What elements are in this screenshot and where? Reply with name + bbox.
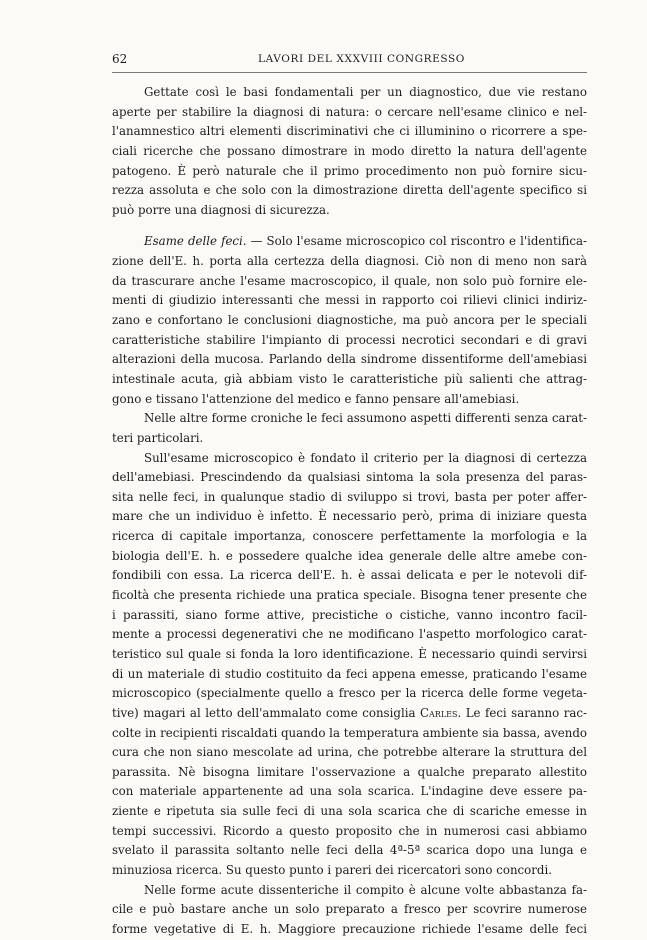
text-line: dell'amebiasi. Prescindendo da qualsiasi sintoma la sola presenza del paras- [112,470,587,485]
paragraph-esame-delle-feci [112,232,587,409]
text-line: tempi successivi. Ricordo a questo proposito che in numerosi casi abbiamo [112,823,587,838]
text-line: ziente e ripetuta sia sulle feci di una sola scarica che di scariche emesse in [112,804,587,819]
text-line [112,232,587,252]
text-line: fondibili con essa. La ricerca dell'E. h. è assai delicata e per le notevoli dif- [112,568,587,583]
text-line: teristico sul quale si fonda la loro identificazione. È necessario quindi servirsi [112,646,587,661]
paragraph [112,449,587,704]
text-line: parassita. Nè bisogna limitare l'osservazione a qualche preparato allestito [112,764,587,779]
text-line: l'anamnestico altri elementi discriminativi che ci illuminino o ricorrere a spe- [112,124,587,139]
text-line: mente a processi degenerativi che ne modificano l'aspetto morfologico carat- [112,627,587,642]
text-line: cile e può bastare anche un solo preparato a fresco per scovrire numerose [112,902,587,917]
paragraph [112,881,587,940]
running-title: LAVORI DEL XXXVIII CONGRESSO [258,53,466,65]
text-line: cura che non siano mescolate ad urina, che potrebbe alterare la struttura del [112,745,587,760]
page-header [112,52,587,68]
paragraph [112,409,587,448]
text-line: svelato il parassita soltanto nelle feci della 4ª-5ª scarica dopo una lunga e [112,843,587,858]
section-heading: Esame delle feci. [144,234,247,249]
text-line: zano e confortano le conclusioni diagnostiche, ma può ancora per le speciali [112,313,587,328]
paragraph-continuation [112,704,587,881]
text-line: aperte per stabilire la diagnosi di natura: o cercare nell'esame clinico e nel- [112,104,587,119]
text-line: Nelle forme acute dissenteriche il compito è alcune volte abbastanza fa- [144,882,587,897]
text-line: ficoltà che presenta richiede una pratica speciale. Bisogna tener presente che [112,588,587,603]
text-line: con materiale appartenente ad una sola scarica. L'indagine deve essere pa- [112,784,587,799]
text-line: zione dell'E. h. porta alla certezza della diagnosi. Ciò non di meno non sarà [112,254,587,269]
author-name: Carles [420,705,458,720]
text-line: biologia dell'E. h. e possedere qualche idea generale delle altre amebe con- [112,548,587,563]
text-line: minuziosa ricerca. Su questo punto i pareri dei ricercatori sono concordi. [112,862,552,877]
text-line: alterazioni della mucosa. Parlando della sindrome dissentiforme dell'amebiasi [112,352,587,367]
text-line: rezza assoluta e che solo con la dimostrazione diretta dell'agente specifico si [112,183,587,198]
paragraph [112,83,587,220]
text-line: gono e tissano l'attenzione del medico e fanno pensare all'amebiasi. [112,391,520,406]
text-line: Gettate così le basi fondamentali per un diagnostico, due vie restano [144,85,587,99]
text-line: i parassiti, siano forme attive, precistiche o cistiche, vanno incontro facil- [112,607,587,622]
text-run: — Solo l'esame microscopico col riscontro e l'identifica- [246,234,587,249]
text-line: intestinale acuta, già abbiam visto le caratteristiche più salienti che attrag- [112,371,587,386]
text-line: menti di giudizio interessanti che messi in rapporto coi rilievi clinici indiriz- [112,293,587,308]
text-line: Nelle altre forme croniche le feci assumono aspetti differenti senza carat- [144,411,587,426]
body-text [112,83,587,940]
text-run: . Le feci saranno rac- [457,705,587,720]
text-line: forme vegetative di E. h. Maggiore precauzione richiede l'esame delle feci [112,921,587,936]
text-line: colte in recipienti riscaldati quando la temperatura ambiente sia bassa, avendo [112,725,587,740]
text-line: teri particolari. [112,430,204,445]
text-line: patogeno. È però naturale che il primo procedimento non può fornire sicu- [112,163,587,178]
text-line: da trascurare anche l'esame macroscopico, il quale, non solo può fornire ele- [112,273,587,288]
text-line: caratteristiche stabilire l'impianto di processi necrotici secondari e di gravi [112,332,587,347]
text-line [112,704,587,724]
text-line: sita nelle feci, in qualunque stadio di sviluppo si trovi, basta per poter affer- [112,489,587,504]
text-line: può porre una diagnosi di sicurezza. [112,202,330,217]
header-rule [112,72,587,73]
text-line: ciali ricerche che possano dimostrare in modo diretto la natura dell'agente [112,143,587,158]
text-line: ricerca di capitale importanza, conoscere perfettamente la morfologia e la [112,529,587,544]
page-number: 62 [112,52,128,66]
text-run: tive) magari al letto dell'ammalato come consiglia [112,705,420,720]
text-line: di un materiale di studio costituito da feci appena emesse, praticando l'esame [112,666,587,681]
text-line: mare che un individuo è infetto. È necessario però, prima di iniziare questa [112,509,587,524]
text-line: microscopico (specialmente quello a fresco per la ricerca delle forme vegeta- [112,686,587,701]
text-line: Sull'esame microscopico è fondato il criterio per la diagnosi di certezza [144,450,587,465]
